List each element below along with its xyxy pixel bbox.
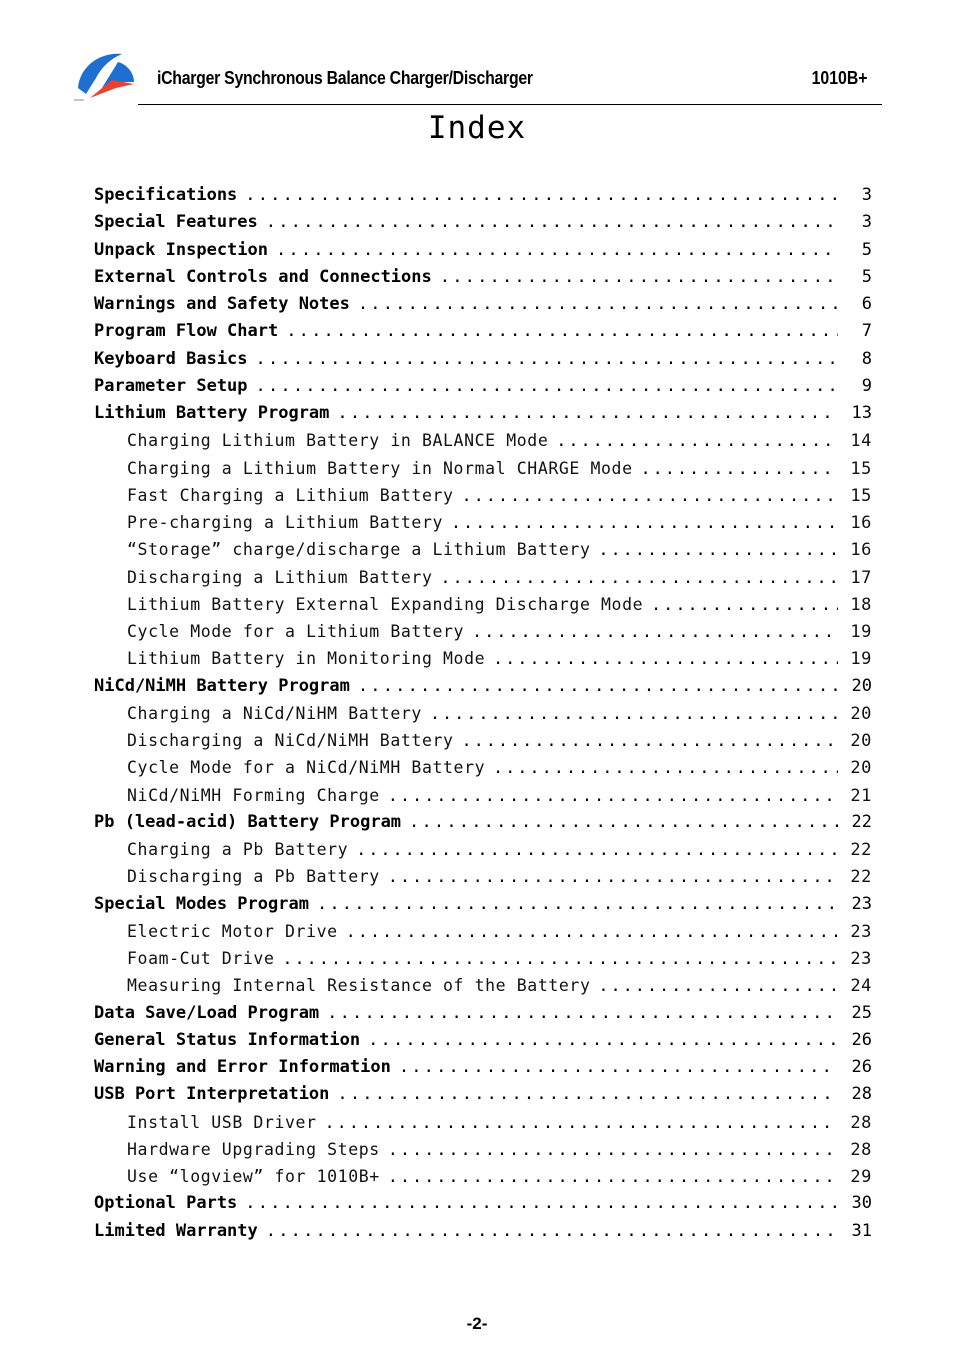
- toc-entry-label: “Storage” charge/discharge a Lithium Battery: [127, 540, 591, 560]
- toc-dot-leader: [440, 564, 838, 591]
- toc-entry-label: Hardware Upgrading Steps: [127, 1139, 380, 1159]
- toc-dot-leader: [358, 291, 838, 318]
- toc-entry-label: Measuring Internal Resistance of the Battery: [127, 976, 591, 996]
- toc-section-entry[interactable]: [94, 891, 872, 918]
- toc-entry-label: Lithium Battery in Monitoring Mode: [127, 649, 486, 669]
- toc-entry-page: 15: [850, 485, 872, 506]
- page-number: -2-: [466, 1314, 488, 1333]
- toc-entry-page: 20: [850, 758, 872, 779]
- toc-entry-label: Install USB Driver: [127, 1112, 317, 1132]
- toc-subsection-entry[interactable]: [94, 1163, 872, 1190]
- toc-entry-label: Unpack Inspection: [94, 239, 268, 260]
- toc-entry-page: 15: [850, 458, 872, 479]
- toc-entry-page: 16: [850, 513, 872, 533]
- toc-dot-leader: [327, 1000, 838, 1027]
- toc-entry-page: 26: [851, 1029, 872, 1050]
- toc-dot-leader: [325, 1109, 838, 1136]
- toc-subsection-entry[interactable]: [94, 727, 872, 754]
- toc-entry-label: Pre-charging a Lithium Battery: [127, 513, 444, 532]
- toc-entry-label: Lithium Battery External Expanding Discharge Mode: [127, 594, 644, 614]
- toc-entry-label: Keyboard Basics: [94, 348, 248, 369]
- toc-dot-leader: [368, 1027, 838, 1054]
- toc-entry-label: Cycle Mode for a Lithium Battery: [127, 622, 465, 641]
- toc-section-entry[interactable]: [94, 182, 872, 209]
- toc-subsection-entry[interactable]: [94, 1109, 872, 1136]
- toc-dot-leader: [599, 972, 839, 999]
- toc-subsection-entry[interactable]: [94, 536, 872, 563]
- toc-entry-label: USB Port Interpretation: [94, 1084, 330, 1105]
- toc-subsection-entry[interactable]: [94, 645, 872, 672]
- toc-section-entry[interactable]: [94, 1027, 872, 1054]
- toc-entry-page: 21: [850, 785, 872, 806]
- toc-subsection-entry[interactable]: [94, 1136, 872, 1163]
- toc-dot-leader: [462, 727, 838, 754]
- toc-dot-leader: [346, 918, 838, 945]
- toc-dot-leader: [358, 673, 838, 700]
- toc-entry-page: 14: [850, 431, 872, 452]
- toc-dot-leader: [409, 809, 838, 836]
- toc-entry-page: 23: [850, 921, 872, 942]
- toc-entry-label: Parameter Setup: [94, 375, 248, 396]
- toc-entry-label: General Status Information: [94, 1029, 361, 1050]
- toc-subsection-entry[interactable]: [94, 754, 872, 781]
- toc-entry-label: Use “logview” for 1010B+: [127, 1167, 380, 1186]
- toc-dot-leader: [276, 237, 838, 264]
- toc-entry-page: 7: [861, 321, 872, 342]
- toc-dot-leader: [430, 700, 838, 727]
- table-of-contents: [94, 182, 872, 1245]
- toc-dot-leader: [388, 782, 838, 809]
- toc-entry-page: 30: [851, 1193, 872, 1214]
- toc-dot-leader: [599, 536, 839, 563]
- toc-entry-label: Fast Charging a Lithium Battery: [127, 485, 454, 505]
- toc-dot-leader: [641, 455, 838, 482]
- toc-subsection-entry[interactable]: [94, 700, 872, 727]
- toc-entry-label: Limited Warranty: [94, 1220, 258, 1241]
- header-model: 1010B+: [812, 68, 868, 88]
- toc-entry-label: NiCd/NiMH Battery Program: [94, 675, 350, 696]
- toc-entry-page: 22: [850, 840, 872, 860]
- toc-entry-label: Discharging a Lithium Battery: [127, 567, 433, 587]
- toc-dot-leader: [266, 1218, 838, 1245]
- toc-section-entry[interactable]: [94, 400, 872, 427]
- toc-section-entry[interactable]: [94, 1218, 872, 1245]
- toc-entry-label: Program Flow Chart: [94, 321, 279, 342]
- toc-entry-label: Pb (lead-acid) Battery Program: [94, 811, 402, 832]
- toc-section-entry[interactable]: [94, 264, 872, 291]
- toc-section-entry[interactable]: [94, 373, 872, 400]
- toc-entry-label: Cycle Mode for a NiCd/NiMH Battery: [127, 758, 486, 778]
- toc-section-entry[interactable]: [94, 1000, 872, 1027]
- toc-dot-leader: [286, 318, 838, 345]
- toc-subsection-entry[interactable]: [94, 618, 872, 645]
- toc-section-entry[interactable]: [94, 809, 872, 836]
- toc-dot-leader: [266, 209, 838, 236]
- toc-entry-page: 5: [861, 266, 872, 287]
- toc-subsection-entry[interactable]: [94, 972, 872, 999]
- toc-entry-label: Warning and Error Information: [94, 1057, 391, 1077]
- toc-entry-label: Warnings and Safety Notes: [94, 294, 350, 314]
- toc-dot-leader: [356, 836, 838, 863]
- toc-entry-label: NiCd/NiMH Forming Charge: [127, 785, 380, 805]
- toc-entry-page: 25: [851, 1002, 872, 1023]
- toc-entry-page: 17: [850, 567, 872, 588]
- toc-entry-label: External Controls and Connections: [94, 266, 432, 287]
- toc-entry-page: 22: [850, 867, 872, 888]
- toc-subsection-entry[interactable]: [94, 564, 872, 591]
- toc-entry-page: 28: [851, 1084, 872, 1105]
- toc-entry-label: Discharging a NiCd/NiMH Battery: [127, 731, 454, 750]
- toc-entry-page: 31: [851, 1220, 872, 1241]
- header-title: iCharger Synchronous Balance Charger/Discharger: [157, 68, 533, 88]
- toc-entry-page: 5: [861, 239, 872, 260]
- toc-entry-page: 9: [861, 375, 872, 396]
- toc-entry-label: Charging a Lithium Battery in Normal CHARGE Mode: [127, 458, 633, 478]
- toc-dot-leader: [472, 618, 838, 645]
- toc-entry-label: Discharging a Pb Battery: [127, 867, 380, 887]
- toc-entry-label: Lithium Battery Program: [94, 403, 330, 423]
- toc-entry-page: 16: [850, 540, 872, 561]
- toc-subsection-entry[interactable]: [94, 836, 872, 863]
- toc-dot-leader: [256, 346, 838, 373]
- toc-dot-leader: [388, 1136, 838, 1163]
- page-title: Index: [427, 110, 527, 146]
- toc-entry-label: Foam-Cut Drive: [127, 949, 275, 968]
- header-divider: [138, 104, 882, 105]
- toc-dot-leader: [388, 863, 838, 890]
- toc-subsection-entry[interactable]: [94, 918, 872, 945]
- toc-dot-leader: [388, 1163, 838, 1190]
- toc-entry-label: Specifications: [94, 185, 238, 205]
- toc-entry-page: 22: [851, 811, 872, 832]
- toc-entry-page: 19: [850, 622, 872, 642]
- toc-dot-leader: [282, 945, 838, 972]
- toc-dot-leader: [556, 427, 838, 454]
- toc-entry-label: Optional Parts: [94, 1193, 238, 1214]
- toc-section-entry[interactable]: [94, 291, 872, 318]
- toc-subsection-entry[interactable]: [94, 509, 872, 536]
- toc-section-entry[interactable]: [94, 673, 872, 700]
- toc-dot-leader: [462, 482, 838, 509]
- toc-entry-page: 20: [851, 675, 872, 696]
- toc-entry-page: 28: [850, 1112, 872, 1133]
- toc-entry-page: 24: [850, 976, 872, 997]
- toc-section-entry[interactable]: [94, 209, 872, 236]
- toc-dot-leader: [245, 1190, 838, 1217]
- toc-subsection-entry[interactable]: [94, 782, 872, 809]
- toc-entry-page: 28: [850, 1139, 872, 1160]
- toc-dot-leader: [440, 264, 838, 291]
- toc-entry-page: 3: [861, 212, 872, 233]
- toc-entry-page: 29: [850, 1167, 872, 1187]
- toc-entry-page: 23: [850, 949, 872, 969]
- toc-entry-page: 20: [850, 731, 872, 751]
- toc-dot-leader: [451, 509, 838, 536]
- toc-section-entry[interactable]: [94, 1190, 872, 1217]
- toc-dot-leader: [337, 400, 838, 427]
- toc-entry-page: 23: [851, 893, 872, 914]
- toc-subsection-entry[interactable]: [94, 863, 872, 890]
- toc-entry-label: Electric Motor Drive: [127, 921, 338, 941]
- toc-subsection-entry[interactable]: [94, 455, 872, 482]
- toc-subsection-entry[interactable]: [94, 482, 872, 509]
- toc-dot-leader: [493, 645, 838, 672]
- toc-entry-label: Charging a Pb Battery: [127, 840, 349, 859]
- toc-entry-page: 19: [850, 649, 872, 670]
- toc-entry-page: 3: [861, 185, 872, 205]
- toc-section-entry[interactable]: [94, 1054, 872, 1081]
- toc-entry-page: 6: [861, 294, 872, 314]
- toc-entry-page: 13: [851, 403, 872, 423]
- toc-dot-leader: [399, 1054, 838, 1081]
- icharger-logo-icon: [72, 48, 138, 104]
- toc-entry-page: 8: [861, 348, 872, 369]
- toc-entry-label: Charging a NiCd/NiHM Battery: [127, 703, 422, 723]
- toc-dot-leader: [317, 891, 838, 918]
- toc-dot-leader: [651, 591, 838, 618]
- toc-section-entry[interactable]: [94, 318, 872, 345]
- toc-entry-label: Special Modes Program: [94, 893, 309, 914]
- toc-dot-leader: [245, 182, 838, 209]
- toc-entry-label: Charging Lithium Battery in BALANCE Mode: [127, 431, 549, 451]
- toc-subsection-entry[interactable]: [94, 427, 872, 454]
- toc-entry-page: 26: [851, 1057, 872, 1077]
- toc-entry-page: 18: [850, 594, 872, 615]
- toc-subsection-entry[interactable]: [94, 591, 872, 618]
- toc-section-entry[interactable]: [94, 237, 872, 264]
- toc-section-entry[interactable]: [94, 1081, 872, 1108]
- toc-entry-page: 20: [850, 703, 872, 724]
- toc-subsection-entry[interactable]: [94, 945, 872, 972]
- toc-dot-leader: [337, 1081, 838, 1108]
- toc-entry-label: Special Features: [94, 212, 258, 233]
- toc-entry-label: Data Save/Load Program: [94, 1002, 320, 1023]
- toc-dot-leader: [256, 373, 838, 400]
- toc-section-entry[interactable]: [94, 346, 872, 373]
- toc-dot-leader: [493, 754, 838, 781]
